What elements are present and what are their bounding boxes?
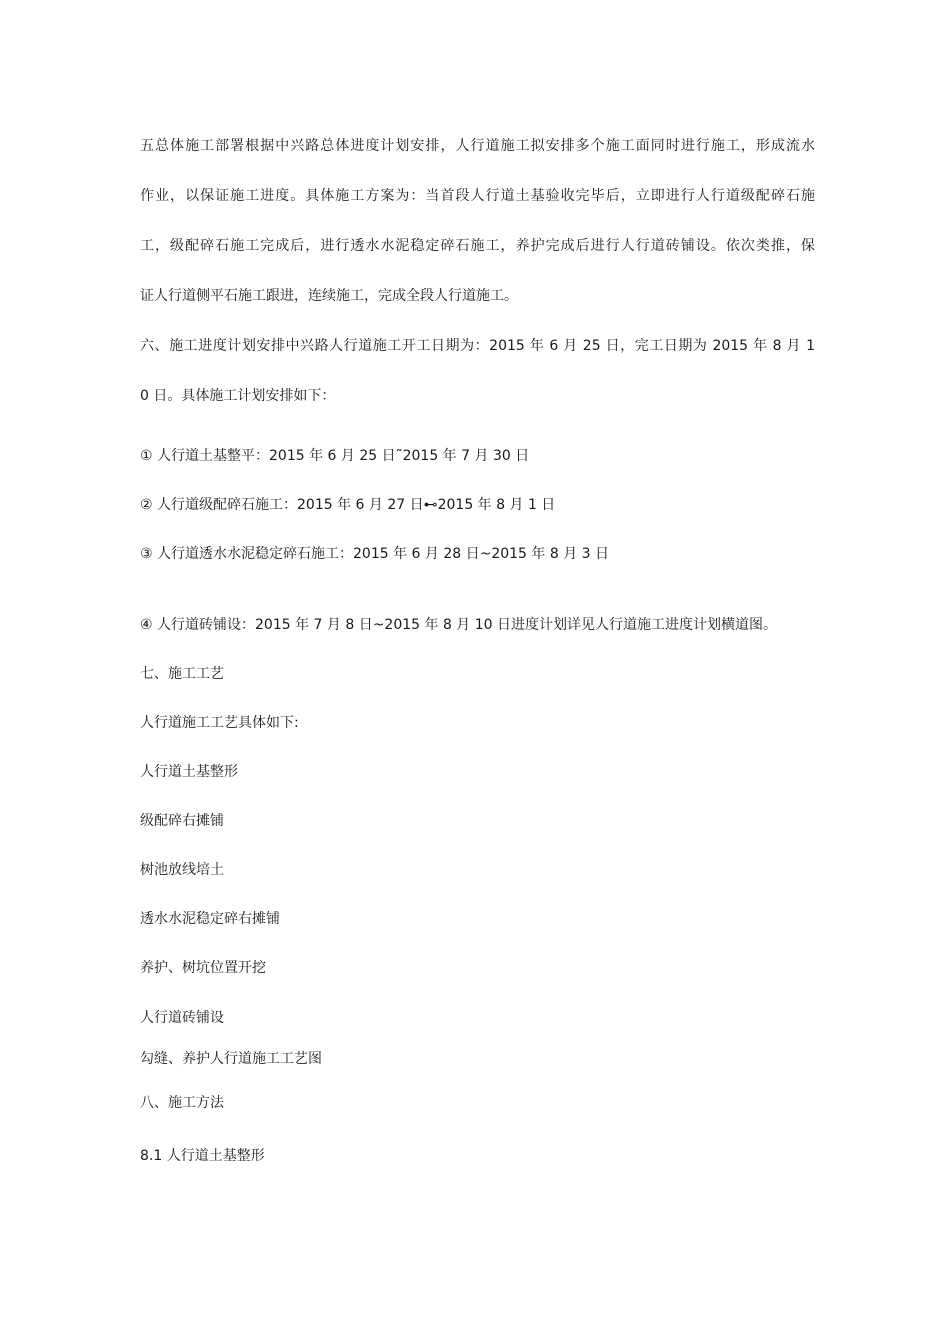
paragraph-5-line-1: 五总体施工部署根据中兴路总体进度计划安排，人行道施工拟安排多个施工面同时进行施工，形成流水	[140, 138, 815, 154]
subsection-8-1-heading: 8.1 人行道土基整形	[140, 1148, 265, 1164]
process-intro: 人行道施工工艺具体如下:	[140, 715, 299, 731]
paragraph-6-line-2: 0 日。具体施工计划安排如下：	[140, 388, 336, 404]
process-step-2: 级配碎右摊铺	[140, 813, 224, 829]
schedule-item-1: ① 人行道土基整平：2015 年 6 月 25 日˜2015 年 7 月 30 日	[140, 448, 530, 464]
paragraph-5-line-3: 工，级配碎石施工完成后，进行透水水泥稳定碎石施工，养护完成后进行人行道砖铺设。依次类推，保	[140, 238, 815, 254]
process-step-3: 树池放线培土	[140, 862, 224, 878]
section-8-heading: 八、施工方法	[140, 1095, 224, 1111]
section-7-heading: 七、施工工艺	[140, 666, 224, 682]
process-step-1: 人行道土基整形	[140, 764, 238, 780]
process-step-5: 养护、树坑位置开挖	[140, 960, 266, 976]
process-step-7-caption: 勾缝、养护人行道施工工艺图	[140, 1051, 322, 1067]
process-step-4: 透水水泥稳定碎右摊铺	[140, 911, 280, 927]
schedule-item-4: ④ 人行道砖铺设：2015 年 7 月 8 日~2015 年 8 月 10 日进度计划详见人行道施工进度计划横道图。	[140, 617, 778, 633]
paragraph-5-line-2: 作业，以保证施工进度。具体施工方案为：当首段人行道土基验收完毕后，立即进行人行道级配碎石施	[140, 188, 815, 204]
paragraph-5-line-4: 证人行道侧平石施工跟进，连续施工，完成全段人行道施工。	[140, 288, 518, 304]
paragraph-6-line-1: 六、施工进度计划安排中兴路人行道施工开工日期为：2015 年 6 月 25 日，完工日期为 2015 年 8 月 1	[140, 338, 815, 354]
schedule-item-3: ③ 人行道透水水泥稳定碎石施工：2015 年 6 月 28 日~2015 年 8 月 3 日	[140, 546, 610, 562]
process-step-6: 人行道砖铺设	[140, 1010, 224, 1026]
schedule-item-2: ② 人行道级配碎石施工：2015 年 6 月 27 日⊷2015 年 8 月 1 日	[140, 497, 556, 513]
